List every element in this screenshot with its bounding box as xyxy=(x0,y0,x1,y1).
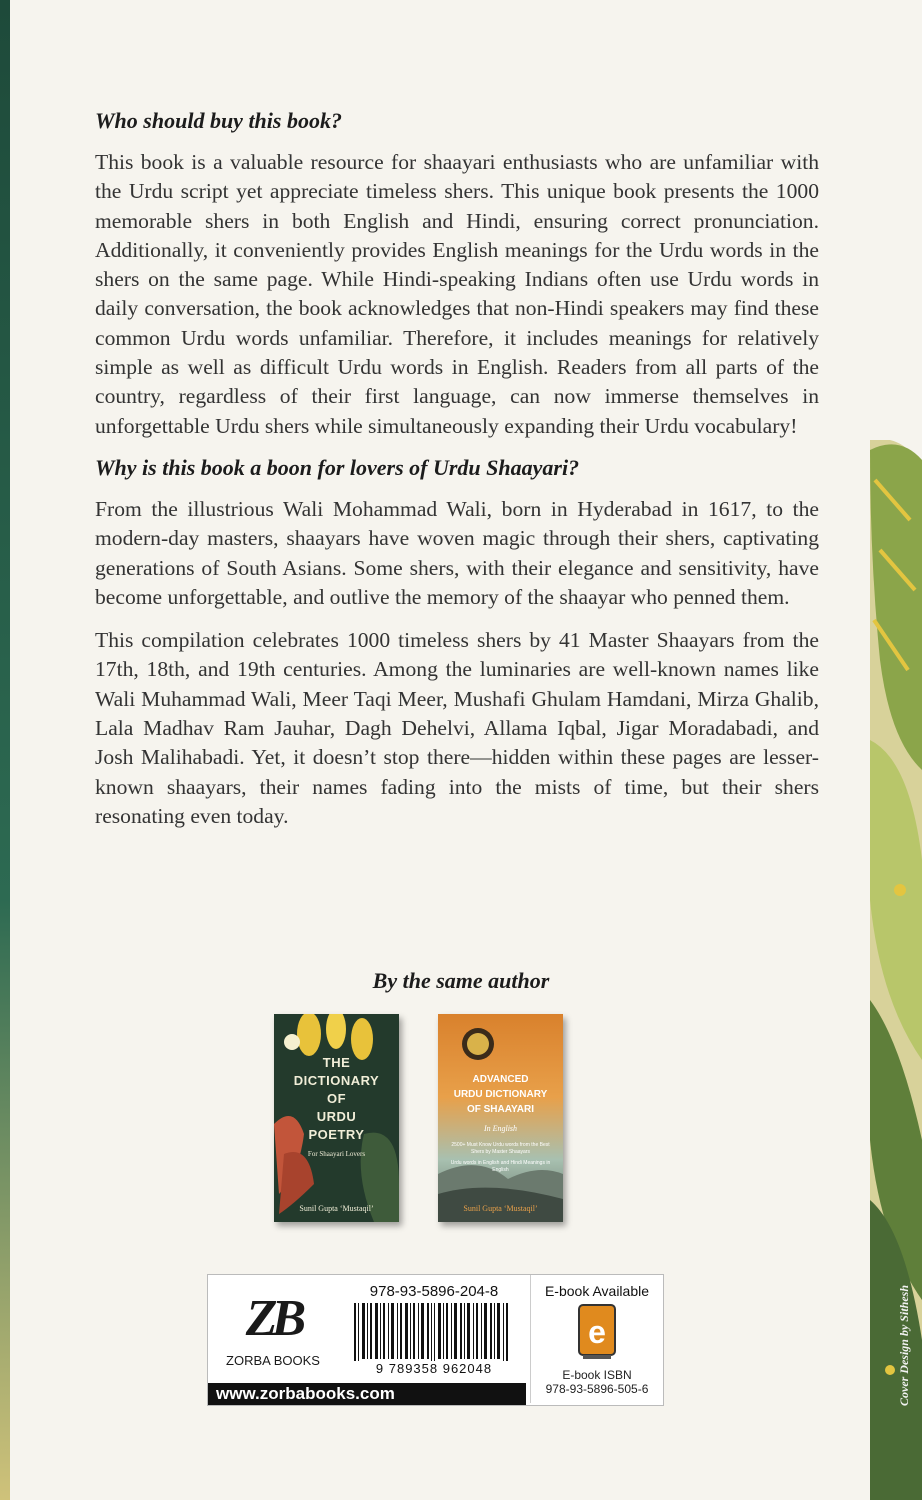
book1-title-line: POETRY xyxy=(308,1127,365,1142)
publisher-url: www.zorbabooks.com xyxy=(208,1383,526,1405)
cover-design-credit: Cover Design by Sithesh xyxy=(897,1285,911,1407)
book2-blurb: 2500+ Must Know Urdu words from the Best Shers by Master Shaayars xyxy=(451,1142,550,1155)
barcode-digits: 9 789358 962048 xyxy=(344,1361,524,1376)
ebook-available-label: E-book Available xyxy=(544,1283,650,1299)
ebook-panel xyxy=(530,1275,663,1403)
book-cover-advanced-urdu-dictionary xyxy=(438,1014,563,1222)
paragraph-why-1: From the illustrious Wali Mohammad Wali, born in Hyderabad in 1617, to the modern-day masters, shaayars have woven magic through their shers, captivating generations of South Asians. Some shers, with their elegance and sensitivity, have become unforgettable, and outlive the memory of the shaayar who penned them. xyxy=(95,496,819,609)
book2-blurb: Urdu words in English and Hindi Meanings in English xyxy=(450,1160,551,1173)
isbn-text: 978-93-5896-204-8 xyxy=(369,1283,499,1300)
ebook-e-icon xyxy=(575,1303,619,1363)
book1-author: Sunil Gupta ‘Mustaqil’ xyxy=(299,1204,374,1213)
barcode xyxy=(344,1275,524,1383)
book1-subtitle: For Shaayari Lovers xyxy=(307,1150,366,1158)
book2-title-line: URDU DICTIONARY xyxy=(453,1089,548,1100)
zb-logo-mark: ZB xyxy=(245,1290,301,1347)
publisher-footer xyxy=(207,1274,664,1406)
book2-subtitle: In English xyxy=(483,1124,518,1133)
section-heading-who: Who should buy this book? xyxy=(95,108,342,133)
book-cover-dictionary-of-urdu-poetry xyxy=(274,1014,399,1222)
paragraph-who: This book is a valuable resource for shaayari enthusiasts who are unfamiliar with the Urdu script yet appreciate timeless shers. This unique book presents the 1000 memorable shers in both English and Hindi, ensuring correct pronunciation. Additionally, it conveniently provides English meanings for the Urdu words in the shers on the same page. While Hindi-speaking Indians often use Urdu words in daily conversation, the book acknowledges that non-Hindi speakers may find these common Urdu words unfamiliar. Therefore, it includes meanings for relatively simple as well as difficult Urdu words in English. Readers from all parts of the country, regardless of their first language, can now immerse themselves in unforgettable Urdu shers while simultaneously expanding their Urdu vocabulary! xyxy=(95,150,819,438)
landscape-illustration xyxy=(438,1014,563,1222)
book2-title-line: OF SHAAYARI xyxy=(466,1104,535,1115)
section-heading-why: Why is this book a boon for lovers of Urdu Shaayari? xyxy=(95,454,580,480)
same-author-heading: By the same author xyxy=(372,968,550,993)
zorba-logo xyxy=(208,1275,338,1383)
svg-text:e: e xyxy=(588,1314,606,1350)
main-text xyxy=(95,108,819,845)
book1-title-line: THE xyxy=(322,1055,351,1070)
book2-title-line: ADVANCED xyxy=(472,1074,529,1085)
ebook-isbn-label: E-book ISBN xyxy=(562,1368,632,1382)
barcode-bars xyxy=(350,1303,520,1365)
book1-title-line: OF xyxy=(326,1091,347,1106)
publisher-name: ZORBA BOOKS xyxy=(226,1353,320,1368)
spine-edge xyxy=(0,0,10,1500)
ebook-isbn: 978-93-5896-505-6 xyxy=(545,1382,649,1396)
book2-author: Sunil Gupta ‘Mustaqil’ xyxy=(463,1204,538,1213)
book1-title-line: DICTIONARY xyxy=(293,1073,380,1088)
paragraph-why-2: This compilation celebrates 1000 timeless shers by 41 Master Shaayars from the 17th, 18th, and 19th centuries. Among the luminaries are well-known names like Wali Muhammad Wali, Meer Taqi Meer, Mushafi Ghulam Hamdani, Mirza Ghalib, Lala Madhav Ram Jauhar, Dagh Dehelvi, Allama Iqbal, Jigar Moradabadi, and Josh Malihabadi. Yet, it doesn’t stop there—hidden within these pages are lesser-known shaayars, their names fading into the mists of time, but their shers resonating even today. xyxy=(95,628,819,828)
book1-title-line: URDU xyxy=(316,1109,357,1124)
